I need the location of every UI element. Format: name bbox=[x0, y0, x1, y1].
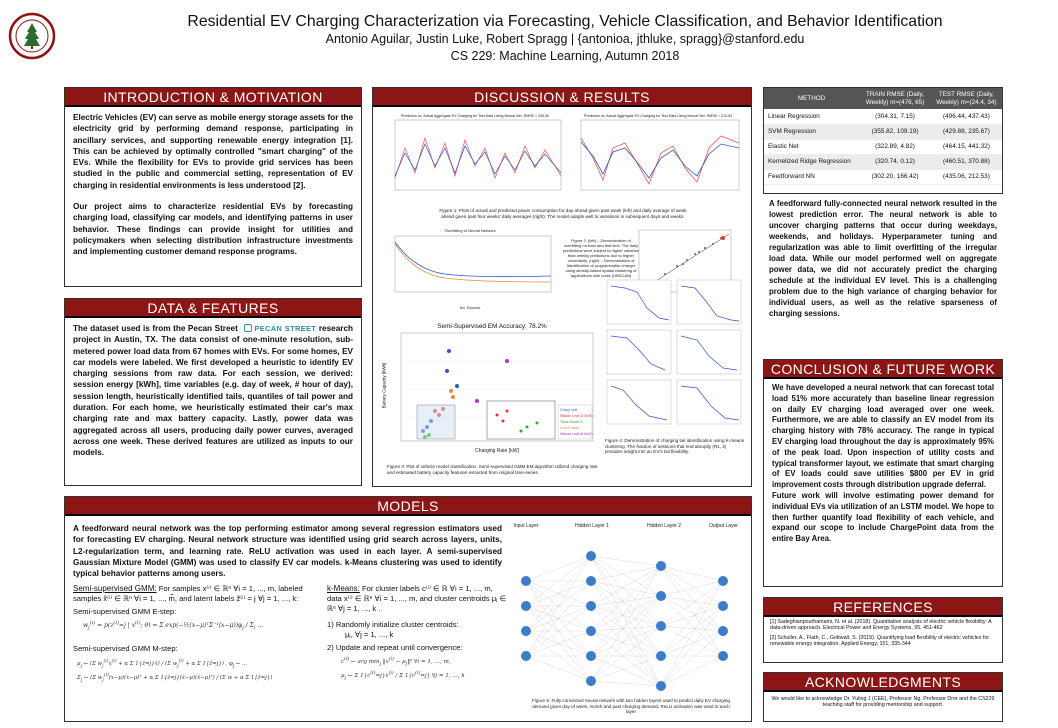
fig4-caption: Figure 4: Demonstration of charging tail identification using K-means clustering. The fraction of sessions that end abruptly (R1, 2) provides insight into an EV's tail flexibility. bbox=[605, 438, 745, 455]
poster-course: CS 229: Machine Learning, Autumn 2018 bbox=[450, 49, 680, 63]
fig3-legend-nissan-leaf-3-3: Nissan Leaf (3.3kW) bbox=[560, 414, 593, 418]
fig1-left-chart bbox=[385, 118, 565, 202]
fig1-right-title: Prediction vs. Actual Aggregate EV Charging for Test Data Using Neural Net, RMSE = 212.53 bbox=[583, 114, 733, 118]
pecan-icon bbox=[244, 324, 252, 332]
table-row: Feedforward NN (302.20, 166.42) (435.06, 212.53) bbox=[764, 169, 1002, 184]
nn-layer-label-hidden1: Hidden Layer 1 bbox=[575, 523, 609, 529]
gmm-heading: Semi-supervised GMM: bbox=[73, 584, 157, 593]
fig1-left-title: Prediction vs. Actual Aggregate EV Charging for Test Data Using Neural Net, RMSE = 435.50 bbox=[400, 114, 550, 118]
results-table-panel bbox=[763, 87, 1003, 194]
pecan-street-logo: PECAN STREET bbox=[244, 324, 318, 333]
mstep-heading: Semi-supervised GMM M-step: bbox=[73, 644, 178, 653]
acknowledgments-text: We would like to acknowledge Dr. Yuling J (CEE), Professor Ng, Professor Dror and the CS229 teaching staff for providing mentorship and support. bbox=[771, 696, 995, 709]
gmm-text: For samples x⁽ⁱ⁾ ∈ ℝⁿ ∀i = 1, ..., m, labeled samples x̃⁽ⁱ⁾ ∈ ℝⁿ ∀i = 1, ..., m̃, and latent labels z̃⁽ⁱ⁾ = j ∀j = 1, ..., k: bbox=[73, 584, 303, 603]
nn-graph bbox=[511, 546, 749, 696]
stanford-seal bbox=[8, 12, 56, 60]
discussion-panel bbox=[372, 87, 752, 487]
results-text: A feedforward fully-connected neural network resulted in the lowest prediction error. The neural network is able to uncover charging patterns that occur during weekdays, weekends, and holidays. Hyperparameter tuning and regularization was able to limit overfitting of the irregular load data. While our model performed well on aggregate power data, we did not accurately predict the charging schedule at the individual EV level. This is a challenging problem due to the high variance of charging behavior for individual users, as well as the relative sparseness of charging sessions. bbox=[769, 199, 997, 318]
poster-authors: Antonio Aguilar, Justin Luke, Robert Spragg | {antonioa, jthluke, spragg}@stanford.edu bbox=[325, 32, 805, 46]
conclusion-header: CONCLUSION & FUTURE WORK bbox=[764, 360, 1002, 379]
table-row: Kernelized Ridge Regression (320.74, 0.12) (460.51, 370.88) bbox=[764, 154, 1002, 169]
conclusion-paragraph-2: Future work will involve estimating power demand for individual EVs via utilization of an LSTM model. We hope to then further quantify load flexibility of each vehicle, and expand our scope to include ChargePoint data from the entire Bay Area. bbox=[772, 490, 994, 544]
nn-layer-label-input: Input Layer bbox=[513, 523, 539, 529]
reference-2: [2] Schuller, A., Flath, C., Gottwalt, S. (2015). Quantifying load flexibility of electric vehicles for renewable energy integration. Applied Energy, 151, 335-344 bbox=[770, 634, 990, 648]
fig3-xlabel: Charging Rate [kW] bbox=[475, 448, 519, 454]
fig5-caption: Figure 5: Fully connected neural network with two hidden layers used to predict daily EV charging demand given day of week, month and past charging demand. ReLU activation was used in each layer bbox=[532, 698, 730, 715]
acknowledgments-panel bbox=[763, 672, 1003, 722]
data-description: research project in Austin, TX. The data consist of one-minute resolution, sub-metered power load data from 67 homes with EVs. For some homes, EV car models were labeled. We first developed a heuristic to identify EV charging sessions from raw data. For each session, we derived: session energy [kWh], time variables (e.g. day of week, # hour of day), session length, heuristically identified tails, quantiles of tail power and duration. For each home, we heuristically estimated their car's max charging rate and max battery capacity. Lastly, power data was aggregated across all users, producing daily power curves, averaged across one week. These derived features are utilized as inputs to our models. bbox=[73, 324, 354, 458]
estep-formula: $w_j^{(i)} = p(z^{(i)}=j$ | $x^{(i)}$; θ) = Σ $\exp(-\frac{1}{2}(x-\mu)ᵀ\Sigma^{-1}(x-\mu))\varphi_j / \Sigma_l$ ... bbox=[83, 620, 264, 632]
poster-title: Residential EV Charging Characterization via Forecasting, Vehicle Classification, and Behavior Identification bbox=[187, 13, 943, 30]
data-first-line: The dataset used is from the Pecan Street bbox=[73, 324, 238, 333]
estep-heading: Semi-supervised GMM E-step: bbox=[73, 607, 177, 616]
models-header: MODELS bbox=[65, 497, 751, 516]
stanford-seal-icon bbox=[8, 12, 56, 60]
nn-layer-label-hidden2: Hidden Layer 2 bbox=[647, 523, 681, 529]
fig1-caption: Figure 1: Plots of actual and predicted power consumption for day ahead given past week (left) and daily average of week ahead given past four weeks' daily averages (right). The model adapts well to variations in subsequent days and weeks. bbox=[439, 208, 687, 219]
models-intro: A feedforward neural network was the top performing estimator among several regression estimators used for forecasting EV charging. Neural network structure was identified using grid search across layers, units, L2-regularization term, and learning rate. ReLU activation was used in each layer. A semi-supervised Gaussian Mixture Model (GMM) was used to classify EV car models. k-Means clustering was used to identify typical behavior patterns among users. bbox=[73, 524, 502, 579]
fig1-right-chart bbox=[573, 118, 743, 202]
reference-1: [1] Sadeghianpourhamami, N. et al. (2018). Quantitative analysis of electric vehicle flexibility: A data-driven approach. Electrical Power and Energy Systems, 95, 451-462 bbox=[770, 619, 992, 632]
col-test-rmse: TEST RMSE (Daily, Weekly) m=(24.4, 34) bbox=[931, 88, 1002, 109]
fig3-plot bbox=[381, 323, 597, 463]
intro-paragraph-2: Our project aims to characterize residential EVs by forecasting charging load, classifying car models, and identifying patterns in user behavior. These findings can provide insight for utilities and policymakers when selecting distribution infrastructure investments and implementing customer demand response programs. bbox=[73, 202, 353, 257]
kmeans-heading: k-Means: bbox=[327, 584, 360, 593]
kmeans-step1-formula: μⱼ, ∀j = 1, ..., k bbox=[345, 630, 394, 639]
conclusion-panel bbox=[763, 359, 1003, 587]
results-table bbox=[764, 88, 1002, 185]
fig2-xlabel: No. Epochs bbox=[459, 304, 481, 310]
mstep-formula: $\mu_j$ ← (Σ $w_j^{(i)}x^{(i)} + \alpha$ Σ 1{z̃=j}x̃) / (Σ $w_j^{(i)} + \alpha$ Σ 1{z̃=j}) , $\varphi_j$ ← ... $\Sigma_j$ ← (Σ $w_j^{(i)}(x-\mu)(x-\mu)ᵀ + \alpha$ Σ 1{z̃=j}(x̃−μ)(x̃−μ)ᵀ) / (Σ w + α Σ 1{z̃=j}) bbox=[77, 659, 273, 683]
kmeans-update-formula: $c^{(i)}$ ← arg $\min_j$ $‖x^{(i)}$ − $\mu_j‖^2$ ∀i = 1, ..., m, $\mu_j$ ← Σ $1\{c^{(i)}=j\}x^{(i)} / \Sigma$ $1\{c^{(i)}=j\}$ ∀j = 1, ..., k bbox=[341, 657, 465, 681]
fig1-right-plot bbox=[573, 114, 743, 206]
fig2-caption: Figure 2: (left) – Demonstration of overfitting on train and test sets. The daily predictions were subject to higher variance than weekly predictions due to higher uncertainty. (right) – Demonstration of identification of programmable charger using density-based spatial clustering of applications with noise (DBSCAN) bbox=[563, 238, 639, 278]
fig2-left-plot bbox=[385, 228, 555, 308]
kmeans-step1: 1) Randomly initialize cluster centroids: bbox=[327, 620, 459, 629]
references-panel bbox=[763, 597, 1003, 663]
intro-header: INTRODUCTION & MOTIVATION bbox=[65, 88, 361, 107]
fig3-legend-chevy-volt: Chevy Volt bbox=[560, 408, 578, 412]
fig3-legend-ford-fusion: Ford Fusion bbox=[560, 426, 580, 430]
acknowledgments-header: ACKNOWLEDGMENTS bbox=[764, 673, 1002, 692]
nn-layer-label-output: Output Layer bbox=[709, 523, 738, 529]
fig3-ylabel: Battery Capacity [kWh] bbox=[381, 362, 387, 409]
col-method: METHOD bbox=[764, 88, 859, 109]
fig2-chart bbox=[385, 234, 555, 300]
kmeans-text: For cluster labels c⁽ⁱ⁾ ∈ ℝ ∀i = 1, ..., m, data x⁽ⁱ⁾ ∈ ℝⁿ ∀i = 1, ..., m, and cluster centroids μⱼ ∈ ℝⁿ ∀j = 1, ..., k . bbox=[327, 584, 507, 613]
intro-paragraph-1: Electric Vehicles (EV) can serve as mobile energy storage assets for the electricity grid by performing demand response, participating in ancillary services, and supporting renewable energy integration [1]. This can be achieved by optimally controlled "smart charging" of the EVs. While the flexibility for EVs to provide grid services has been studied in the public and commercial setting, representation of EV charging in residential environments is less understood [2]. bbox=[73, 113, 353, 190]
fig3-legend bbox=[560, 407, 594, 437]
fig3-caption: Figure 3: Plot of vehicle model classification. Semi-supervised GMM EM algorithm utilized charging rate and estimated battery capacity features extracted from original time-series. bbox=[387, 464, 598, 475]
fig3-legend-nissan-leaf-6-6: Nissan Leaf (6.6kW) bbox=[560, 432, 593, 436]
fig4-charts bbox=[605, 278, 743, 428]
conclusion-paragraph-1: We have developed a neural network that can forecast total load 51% more accurately than baseline linear regression on daily EV charging load averaged over one week. Furthermore, we are able to classify an EV model from its charging history with 78% accuracy. The range in typical EV charging load throughout the day is approximately 95% of the peak load. Upon inspection of utility costs and typical transformer layout, we estimate that smart charging of EV loads could save utilities $800 per EV in grid improvement costs through distribution upgrade deferral. bbox=[772, 383, 994, 490]
fig1-left-plot bbox=[385, 114, 565, 206]
kmeans-step2: 2) Update and repeat until convergence: bbox=[327, 643, 463, 652]
table-row: Elastic Net (322.89, 4.82) (464.15, 441.32) bbox=[764, 139, 1002, 154]
data-panel bbox=[64, 298, 362, 486]
col-train-rmse: TRAIN RMSE (Daily, Weekly) m=(476, 65) bbox=[859, 88, 931, 109]
discussion-header: DISCUSSION & RESULTS bbox=[373, 88, 751, 107]
fig4-grid bbox=[605, 278, 743, 428]
references-header: REFERENCES bbox=[764, 598, 1002, 617]
fig3-legend-tesla-model-s: Tesla Model S bbox=[560, 420, 583, 424]
models-panel bbox=[64, 496, 752, 722]
fig2-title: Overfitting of Neural Network bbox=[444, 228, 496, 233]
intro-panel bbox=[64, 87, 362, 287]
fig3-title: Semi-Supervised EM Accuracy: 78.2% bbox=[437, 323, 547, 330]
data-header: DATA & FEATURES bbox=[65, 299, 361, 318]
table-row: Linear Regression (304.31, 7.15) (496.44, 437.43) bbox=[764, 109, 1002, 124]
nn-diagram bbox=[511, 522, 749, 718]
table-row: SVM Regression (355.82, 109.19) (429.88, 235.67) bbox=[764, 124, 1002, 139]
